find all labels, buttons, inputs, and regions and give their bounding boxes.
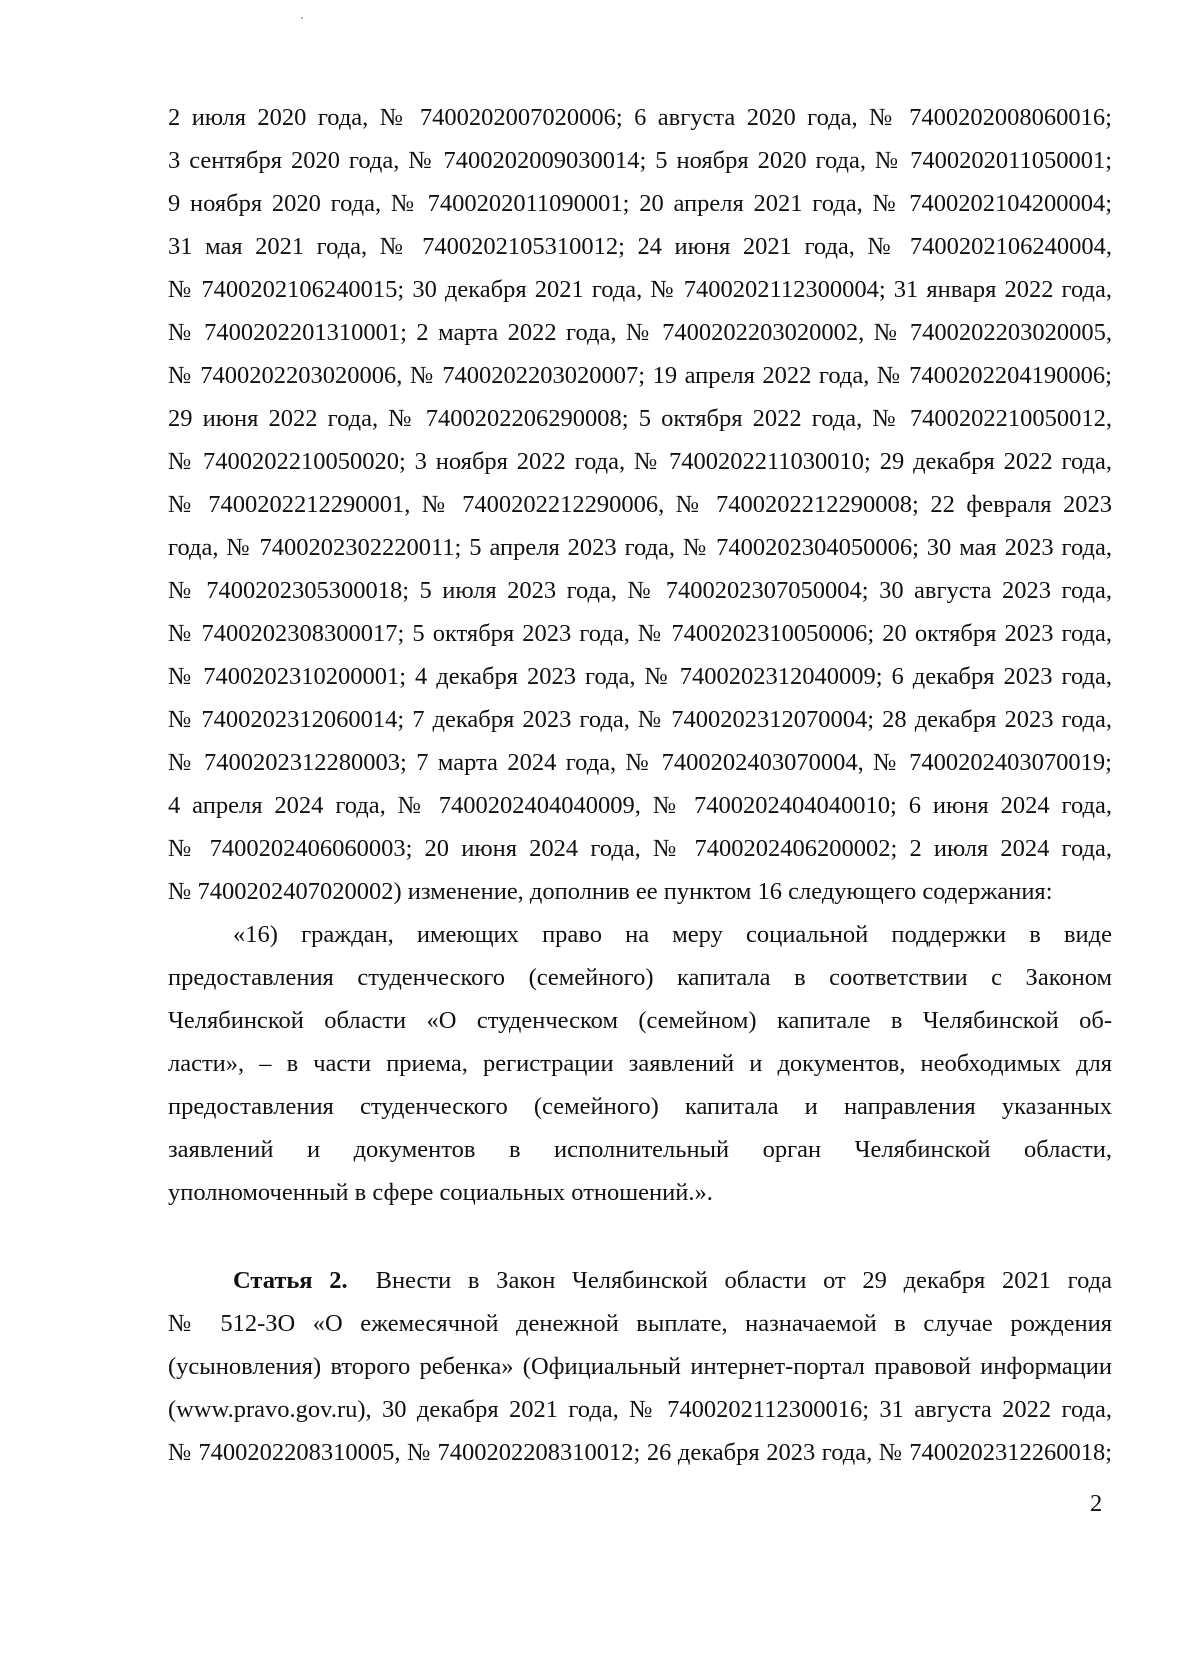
amendment-line: 9 ноября 2020 года, № 7400202011090001; 20 апреля 2021 года, № 7400202104200004;: [168, 190, 1112, 217]
amendment-line: № 7400202210050020; 3 ноября 2022 года, № 7400202211030010; 29 декабря 2022 года,: [168, 448, 1112, 475]
article-heading: Статья 2.: [233, 1267, 348, 1294]
page-number: 2: [1090, 1490, 1103, 1517]
amendment-line: № 7400202407020002) изменение, дополнив ее пунктом 16 следующего содержания:: [168, 878, 1053, 905]
amendment-line: № 7400202308300017; 5 октября 2023 года, № 7400202310050006; 20 октября 2023 года,: [168, 620, 1112, 647]
amendment-line: 2 июля 2020 года, № 7400202007020006; 6 августа 2020 года, № 7400202008060016;: [168, 104, 1112, 131]
scan-speck: [301, 17, 303, 19]
article2-line: (усыновления) второго ребенка» (Официальный интернет-портал правовой информации: [168, 1353, 1112, 1380]
article2-line: (www.pravo.gov.ru), 30 декабря 2021 года, № 7400202112300016; 31 августа 2022 года,: [168, 1396, 1112, 1423]
point16-line: ласти», – в части приема, регистрации заявлений и документов, необходимых для: [168, 1050, 1112, 1077]
point16-line: уполномоченный в сфере социальных отношений.».: [168, 1179, 713, 1206]
amendment-line: № 7400202406060003; 20 июня 2024 года, № 7400202406200002; 2 июля 2024 года,: [168, 835, 1112, 862]
article2-intro-text: Внести в Закон Челябинской области от 29 декабря 2021 года: [375, 1267, 1112, 1294]
amendment-line: № 7400202310200001; 4 декабря 2023 года, № 7400202312040009; 6 декабря 2023 года,: [168, 663, 1112, 690]
point16-line: заявлений и документов в исполнительный орган Челябинской области,: [168, 1136, 1112, 1163]
amendment-line: года, № 7400202302220011; 5 апреля 2023 года, № 7400202304050006; 30 мая 2023 года,: [168, 534, 1112, 561]
amendment-line: № 7400202312060014; 7 декабря 2023 года, № 7400202312070004; 28 декабря 2023 года,: [168, 706, 1112, 733]
article2-line: № 7400202208310005, № 7400202208310012; 26 декабря 2023 года, № 7400202312260018;: [168, 1439, 1112, 1466]
point16-line: «16) граждан, имеющих право на меру социальной поддержки в виде: [233, 921, 1112, 948]
amendment-line: № 7400202201310001; 2 марта 2022 года, № 7400202203020002, № 7400202203020005,: [168, 319, 1112, 346]
point16-line: предоставления студенческого (семейного) капитала и направления указанных: [168, 1093, 1112, 1120]
amendment-line: 4 апреля 2024 года, № 7400202404040009, № 7400202404040010; 6 июня 2024 года,: [168, 792, 1112, 819]
amendment-line: № 7400202212290001, № 7400202212290006, № 7400202212290008; 22 февраля 2023: [168, 491, 1112, 518]
point16-line: предоставления студенческого (семейного) капитала в соответствии с Законом: [168, 964, 1112, 991]
amendment-line: № 7400202106240015; 30 декабря 2021 года, № 7400202112300004; 31 января 2022 года,: [168, 276, 1112, 303]
amendment-line: № 7400202305300018; 5 июля 2023 года, № 7400202307050004; 30 августа 2023 года,: [168, 577, 1112, 604]
amendment-line: 29 июня 2022 года, № 7400202206290008; 5 октября 2022 года, № 7400202210050012,: [168, 405, 1112, 432]
amendment-line: 31 мая 2021 года, № 7400202105310012; 24 июня 2021 года, № 7400202106240004,: [168, 233, 1112, 260]
article2-line: № 512-ЗО «О ежемесячной денежной выплате, назначаемой в случае рождения: [168, 1310, 1112, 1337]
article2-first-line: [233, 1266, 1112, 1296]
point16-line: Челябинской области «О студенческом (семейном) капитале в Челябинской об-: [168, 1007, 1112, 1034]
amendment-line: 3 сентября 2020 года, № 7400202009030014; 5 ноября 2020 года, № 7400202011050001;: [168, 147, 1112, 174]
amendment-line: № 7400202312280003; 7 марта 2024 года, № 7400202403070004, № 7400202403070019;: [168, 749, 1112, 776]
amendment-line: № 7400202203020006, № 7400202203020007; 19 апреля 2022 года, № 7400202204190006;: [168, 362, 1112, 389]
